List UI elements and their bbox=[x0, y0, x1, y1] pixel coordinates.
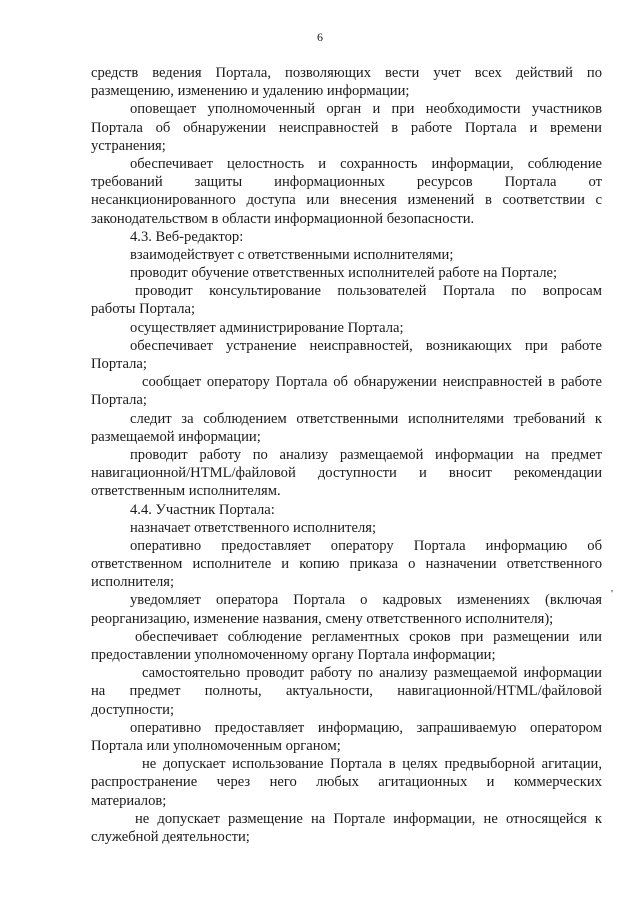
text-line: доступности; bbox=[91, 701, 175, 718]
text-line: размещению, изменению и удалению информации; bbox=[91, 83, 410, 100]
text-line: исполнителя; bbox=[91, 574, 175, 591]
text-line: Портала или уполномоченным органом; bbox=[91, 737, 341, 754]
text-line: оперативно предоставляет информацию, запрашиваемую оператором bbox=[130, 719, 602, 736]
text-line: не допускает использование Портала в целях предвыборной агитации, bbox=[142, 756, 602, 773]
document-body bbox=[91, 64, 602, 846]
text-line: назначает ответственного исполнителя; bbox=[130, 519, 377, 536]
text-line: несанкционированного доступа или внесения изменений в соответствии с bbox=[91, 192, 602, 209]
text-line: сообщает оператору Портала об обнаружении неисправностей в работе bbox=[142, 374, 602, 391]
text-line: уведомляет оператора Портала о кадровых изменениях (включая bbox=[130, 592, 602, 609]
text-line: Портала об обнаружении неисправностей в работе Портала и времени bbox=[91, 119, 602, 136]
text-line: проводит работу по анализу размещаемой информации на предмет bbox=[130, 446, 602, 463]
text-line: оповещает уполномоченный орган и при необходимости участников bbox=[130, 101, 602, 118]
text-line: обеспечивает устранение неисправностей, возникающих при работе bbox=[130, 337, 602, 354]
page-number: 6 bbox=[317, 30, 323, 44]
text-line: 4.4. Участник Портала: bbox=[130, 501, 275, 518]
text-line: размещаемой информации; bbox=[91, 428, 261, 445]
text-line: служебной деятельности; bbox=[91, 828, 250, 845]
stray-mark: ' bbox=[611, 588, 613, 600]
text-line: 4.3. Веб-редактор: bbox=[130, 228, 244, 245]
text-line: проводит обучение ответственных исполнителей работе на Портале; bbox=[130, 265, 558, 282]
text-line: проводит консультирование пользователей Портала по вопросам bbox=[135, 283, 602, 300]
text-line: навигационной/HTML/файловой доступности и вносит рекомендации bbox=[91, 465, 602, 482]
text-line: на предмет полноты, актуальности, навигационной/HTML/файловой bbox=[91, 683, 602, 700]
text-line: предоставлении уполномоченному органу Портала информации; bbox=[91, 647, 496, 663]
text-line: осуществляет администрирование Портала; bbox=[130, 319, 404, 336]
text-line: взаимодействует с ответственными исполнителями; bbox=[130, 246, 454, 263]
text-line: самостоятельно проводит работу по анализу размещаемой информации bbox=[142, 665, 602, 682]
text-line: не допускает размещение на Портале информации, не относящейся к bbox=[135, 810, 602, 827]
text-line: Портала; bbox=[91, 392, 147, 409]
text-line: обеспечивает целостность и сохранность информации, соблюдение bbox=[130, 155, 602, 172]
text-line: обеспечивает соблюдение регламентных сроков при размещении или bbox=[135, 628, 602, 645]
text-line: средств ведения Портала, позволяющих вести учет всех действий по bbox=[91, 65, 602, 81]
text-line: распространение через него любых агитационных и коммерческих bbox=[91, 774, 602, 791]
text-line: оперативно предоставляет оператору Портала информацию об bbox=[130, 537, 602, 554]
text-line: материалов; bbox=[91, 792, 167, 809]
text-line: ответственном исполнителе и копию приказа о назначении ответственного bbox=[91, 556, 602, 573]
text-line: работы Портала; bbox=[91, 301, 196, 318]
text-line: требований защиты информационных ресурсов Портала от bbox=[91, 174, 602, 191]
text-line: ответственным исполнителям. bbox=[91, 483, 281, 500]
text-line: устранения; bbox=[91, 137, 166, 154]
text-line: законодательством в области информационной безопасности. bbox=[91, 210, 475, 227]
text-line: реорганизацию, изменение названия, смену ответственного исполнителя); bbox=[91, 610, 554, 627]
text-line: Портала; bbox=[91, 356, 147, 372]
text-line: следит за соблюдением ответственными исполнителями требований к bbox=[130, 410, 602, 427]
